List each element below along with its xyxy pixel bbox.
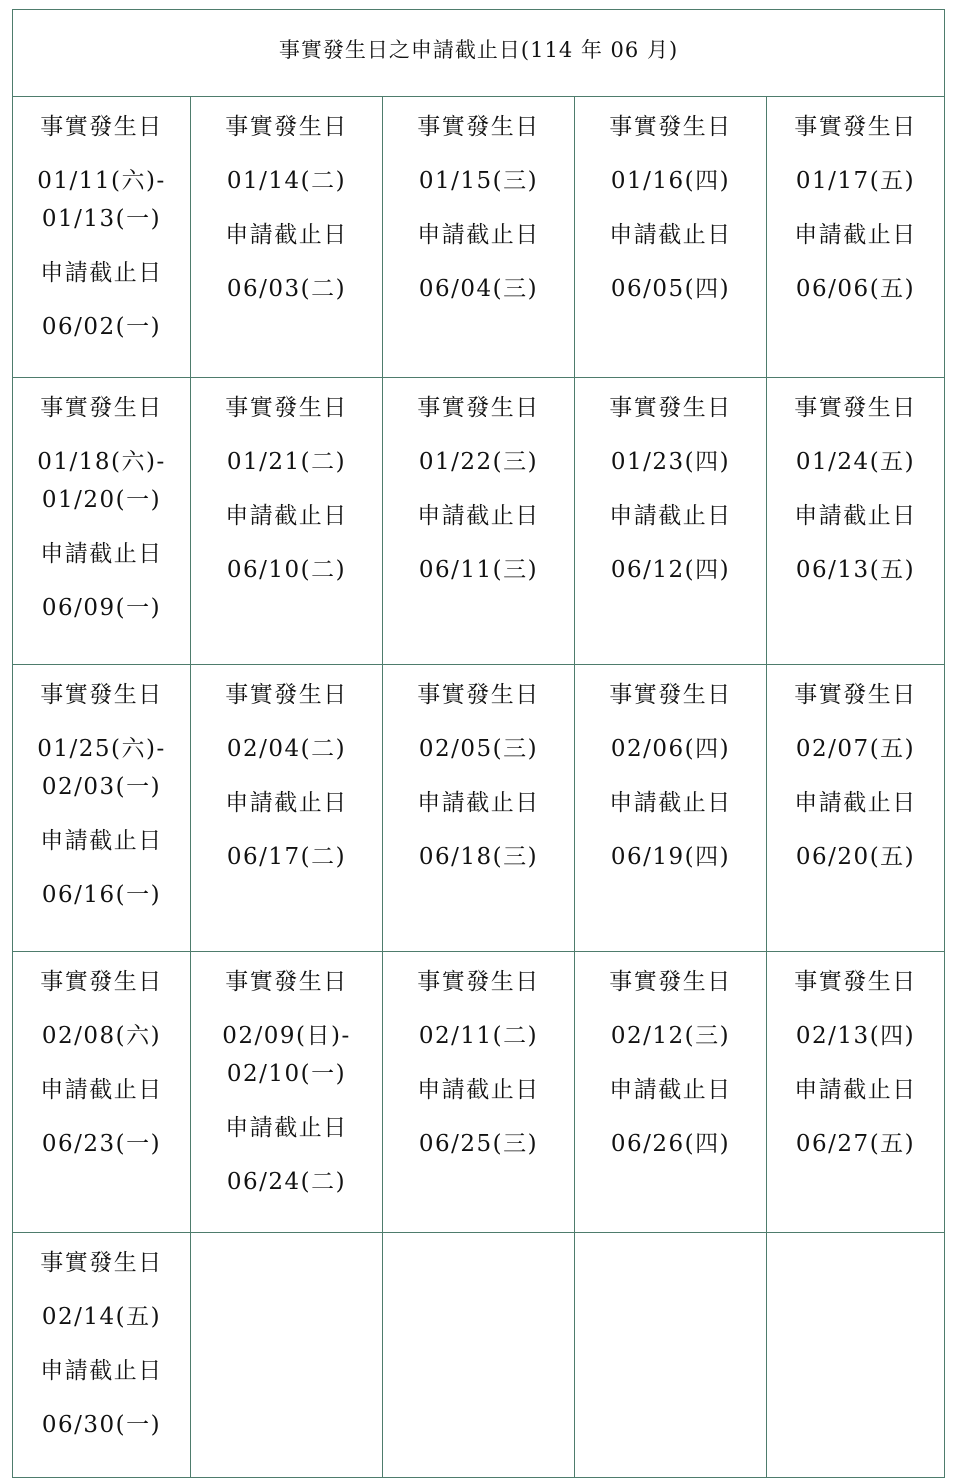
event-date-value: 02/07(五) [795,736,916,762]
date-cell [767,378,945,665]
date-cell [191,378,383,665]
event-date-label: 事實發生日 [40,395,163,421]
table-title: 事實發生日之申請截止日(114 年 06 月) [278,38,679,62]
empty-cell [575,1233,767,1478]
title-row [13,10,945,97]
event-date-value: 01/13(一) [41,206,162,232]
date-cell [383,952,575,1233]
date-cell [13,665,191,952]
deadline-label: 申請截止日 [225,503,348,529]
cell-content [767,97,944,305]
deadline-label: 申請截止日 [40,541,163,567]
event-date-label: 事實發生日 [225,114,348,140]
cell-content [13,1233,190,1441]
event-date-value: 01/24(五) [795,449,916,475]
deadline-value: 06/17(二) [226,844,347,870]
event-date-label: 事實發生日 [417,682,540,708]
event-date-value: 01/14(二) [226,168,347,194]
event-date-value: 02/04(二) [226,736,347,762]
deadline-value: 06/10(二) [226,557,347,583]
deadline-label: 申請截止日 [417,503,540,529]
empty-cell [191,1233,383,1478]
cell-content [767,378,944,586]
deadline-label: 申請截止日 [225,222,348,248]
date-cell [383,97,575,378]
date-cell [191,952,383,1233]
event-date-label: 事實發生日 [417,969,540,995]
deadline-value: 06/24(二) [226,1169,347,1195]
cell-content [13,952,190,1160]
date-cell [13,97,191,378]
event-date-label: 事實發生日 [40,114,163,140]
event-date-value: 02/05(三) [418,736,539,762]
date-cell [13,952,191,1233]
deadline-label: 申請截止日 [609,790,732,816]
deadline-value: 06/19(四) [610,844,731,870]
deadline-label: 申請截止日 [417,222,540,248]
date-cell [767,665,945,952]
deadline-value: 06/20(五) [795,844,916,870]
event-date-value: 01/22(三) [418,449,539,475]
event-date-value: 01/16(四) [610,168,731,194]
table-body [13,10,945,1478]
deadline-value: 06/06(五) [795,276,916,302]
deadline-value: 06/05(四) [610,276,731,302]
cell-content [767,665,944,873]
event-date-value: 02/08(六) [41,1023,162,1049]
deadline-label: 申請截止日 [609,1077,732,1103]
event-date-label: 事實發生日 [225,395,348,421]
cell-content [13,378,190,624]
event-date-value: 02/11(二) [418,1023,539,1049]
date-cell [575,952,767,1233]
title-cell [13,10,945,97]
event-date-value: 02/03(一) [41,774,162,800]
event-date-label: 事實發生日 [609,682,732,708]
deadline-label: 申請截止日 [40,1077,163,1103]
date-cell [13,378,191,665]
deadline-value: 06/23(一) [41,1131,162,1157]
event-date-label: 事實發生日 [417,114,540,140]
event-date-label: 事實發生日 [609,969,732,995]
table-row [13,1233,945,1478]
cell-content [13,665,190,911]
event-date-value: 01/18(六)- [37,449,166,475]
date-cell [575,378,767,665]
deadline-value: 06/13(五) [795,557,916,583]
deadline-label: 申請截止日 [225,790,348,816]
event-date-label: 事實發生日 [40,1250,163,1276]
cell-content [767,952,944,1160]
cell-content [575,97,766,305]
event-date-value: 01/23(四) [610,449,731,475]
deadline-label: 申請截止日 [794,790,917,816]
date-cell [191,97,383,378]
deadline-value: 06/03(二) [226,276,347,302]
event-date-label: 事實發生日 [794,395,917,421]
event-date-label: 事實發生日 [794,682,917,708]
deadline-value: 06/27(五) [795,1131,916,1157]
deadline-value: 06/30(一) [41,1412,162,1438]
event-date-value: 02/12(三) [610,1023,731,1049]
cell-content [383,952,574,1160]
event-date-label: 事實發生日 [40,682,163,708]
deadline-label: 申請截止日 [609,222,732,248]
deadline-value: 06/04(三) [418,276,539,302]
event-date-label: 事實發生日 [609,114,732,140]
date-cell [575,97,767,378]
date-cell [575,665,767,952]
deadline-label: 申請截止日 [417,790,540,816]
cell-content [191,97,382,305]
event-date-label: 事實發生日 [225,969,348,995]
event-date-value: 02/10(一) [226,1061,347,1087]
cell-content [13,97,190,343]
table-row [13,97,945,378]
cell-content [575,378,766,586]
cell-content [191,378,382,586]
table-row [13,665,945,952]
event-date-value: 01/20(一) [41,487,162,513]
deadline-value: 06/18(三) [418,844,539,870]
event-date-value: 02/14(五) [41,1304,162,1330]
cell-content [383,665,574,873]
deadline-label: 申請截止日 [609,503,732,529]
event-date-value: 02/13(四) [795,1023,916,1049]
deadline-table [12,9,945,1478]
cell-content [191,665,382,873]
event-date-value: 01/25(六)- [37,736,166,762]
event-date-label: 事實發生日 [40,969,163,995]
event-date-value: 01/21(二) [226,449,347,475]
deadline-label: 申請截止日 [794,222,917,248]
date-cell [767,952,945,1233]
cell-content [575,665,766,873]
date-cell [191,665,383,952]
deadline-label: 申請截止日 [794,1077,917,1103]
empty-cell [767,1233,945,1478]
cell-content [575,952,766,1160]
table-row [13,378,945,665]
event-date-label: 事實發生日 [609,395,732,421]
deadline-value: 06/02(一) [41,314,162,340]
event-date-label: 事實發生日 [417,395,540,421]
deadline-label: 申請截止日 [40,260,163,286]
deadline-label: 申請截止日 [40,1358,163,1384]
event-date-label: 事實發生日 [225,682,348,708]
deadline-value: 06/11(三) [418,557,539,583]
deadline-label: 申請截止日 [40,828,163,854]
cell-content [191,952,382,1198]
cell-content [383,97,574,305]
event-date-value: 01/17(五) [795,168,916,194]
event-date-label: 事實發生日 [794,114,917,140]
deadline-value: 06/12(四) [610,557,731,583]
date-cell [767,97,945,378]
date-cell [13,1233,191,1478]
event-date-value: 01/15(三) [418,168,539,194]
deadline-label: 申請截止日 [225,1115,348,1141]
deadline-value: 06/16(一) [41,882,162,908]
table-row [13,952,945,1233]
deadline-value: 06/09(一) [41,595,162,621]
event-date-value: 01/11(六)- [37,168,166,194]
date-cell [383,378,575,665]
deadline-label: 申請截止日 [794,503,917,529]
event-date-value: 02/06(四) [610,736,731,762]
deadline-label: 申請截止日 [417,1077,540,1103]
empty-cell [383,1233,575,1478]
deadline-value: 06/26(四) [610,1131,731,1157]
cell-content [383,378,574,586]
event-date-label: 事實發生日 [794,969,917,995]
deadline-value: 06/25(三) [418,1131,539,1157]
date-cell [383,665,575,952]
event-date-value: 02/09(日)- [222,1023,351,1049]
